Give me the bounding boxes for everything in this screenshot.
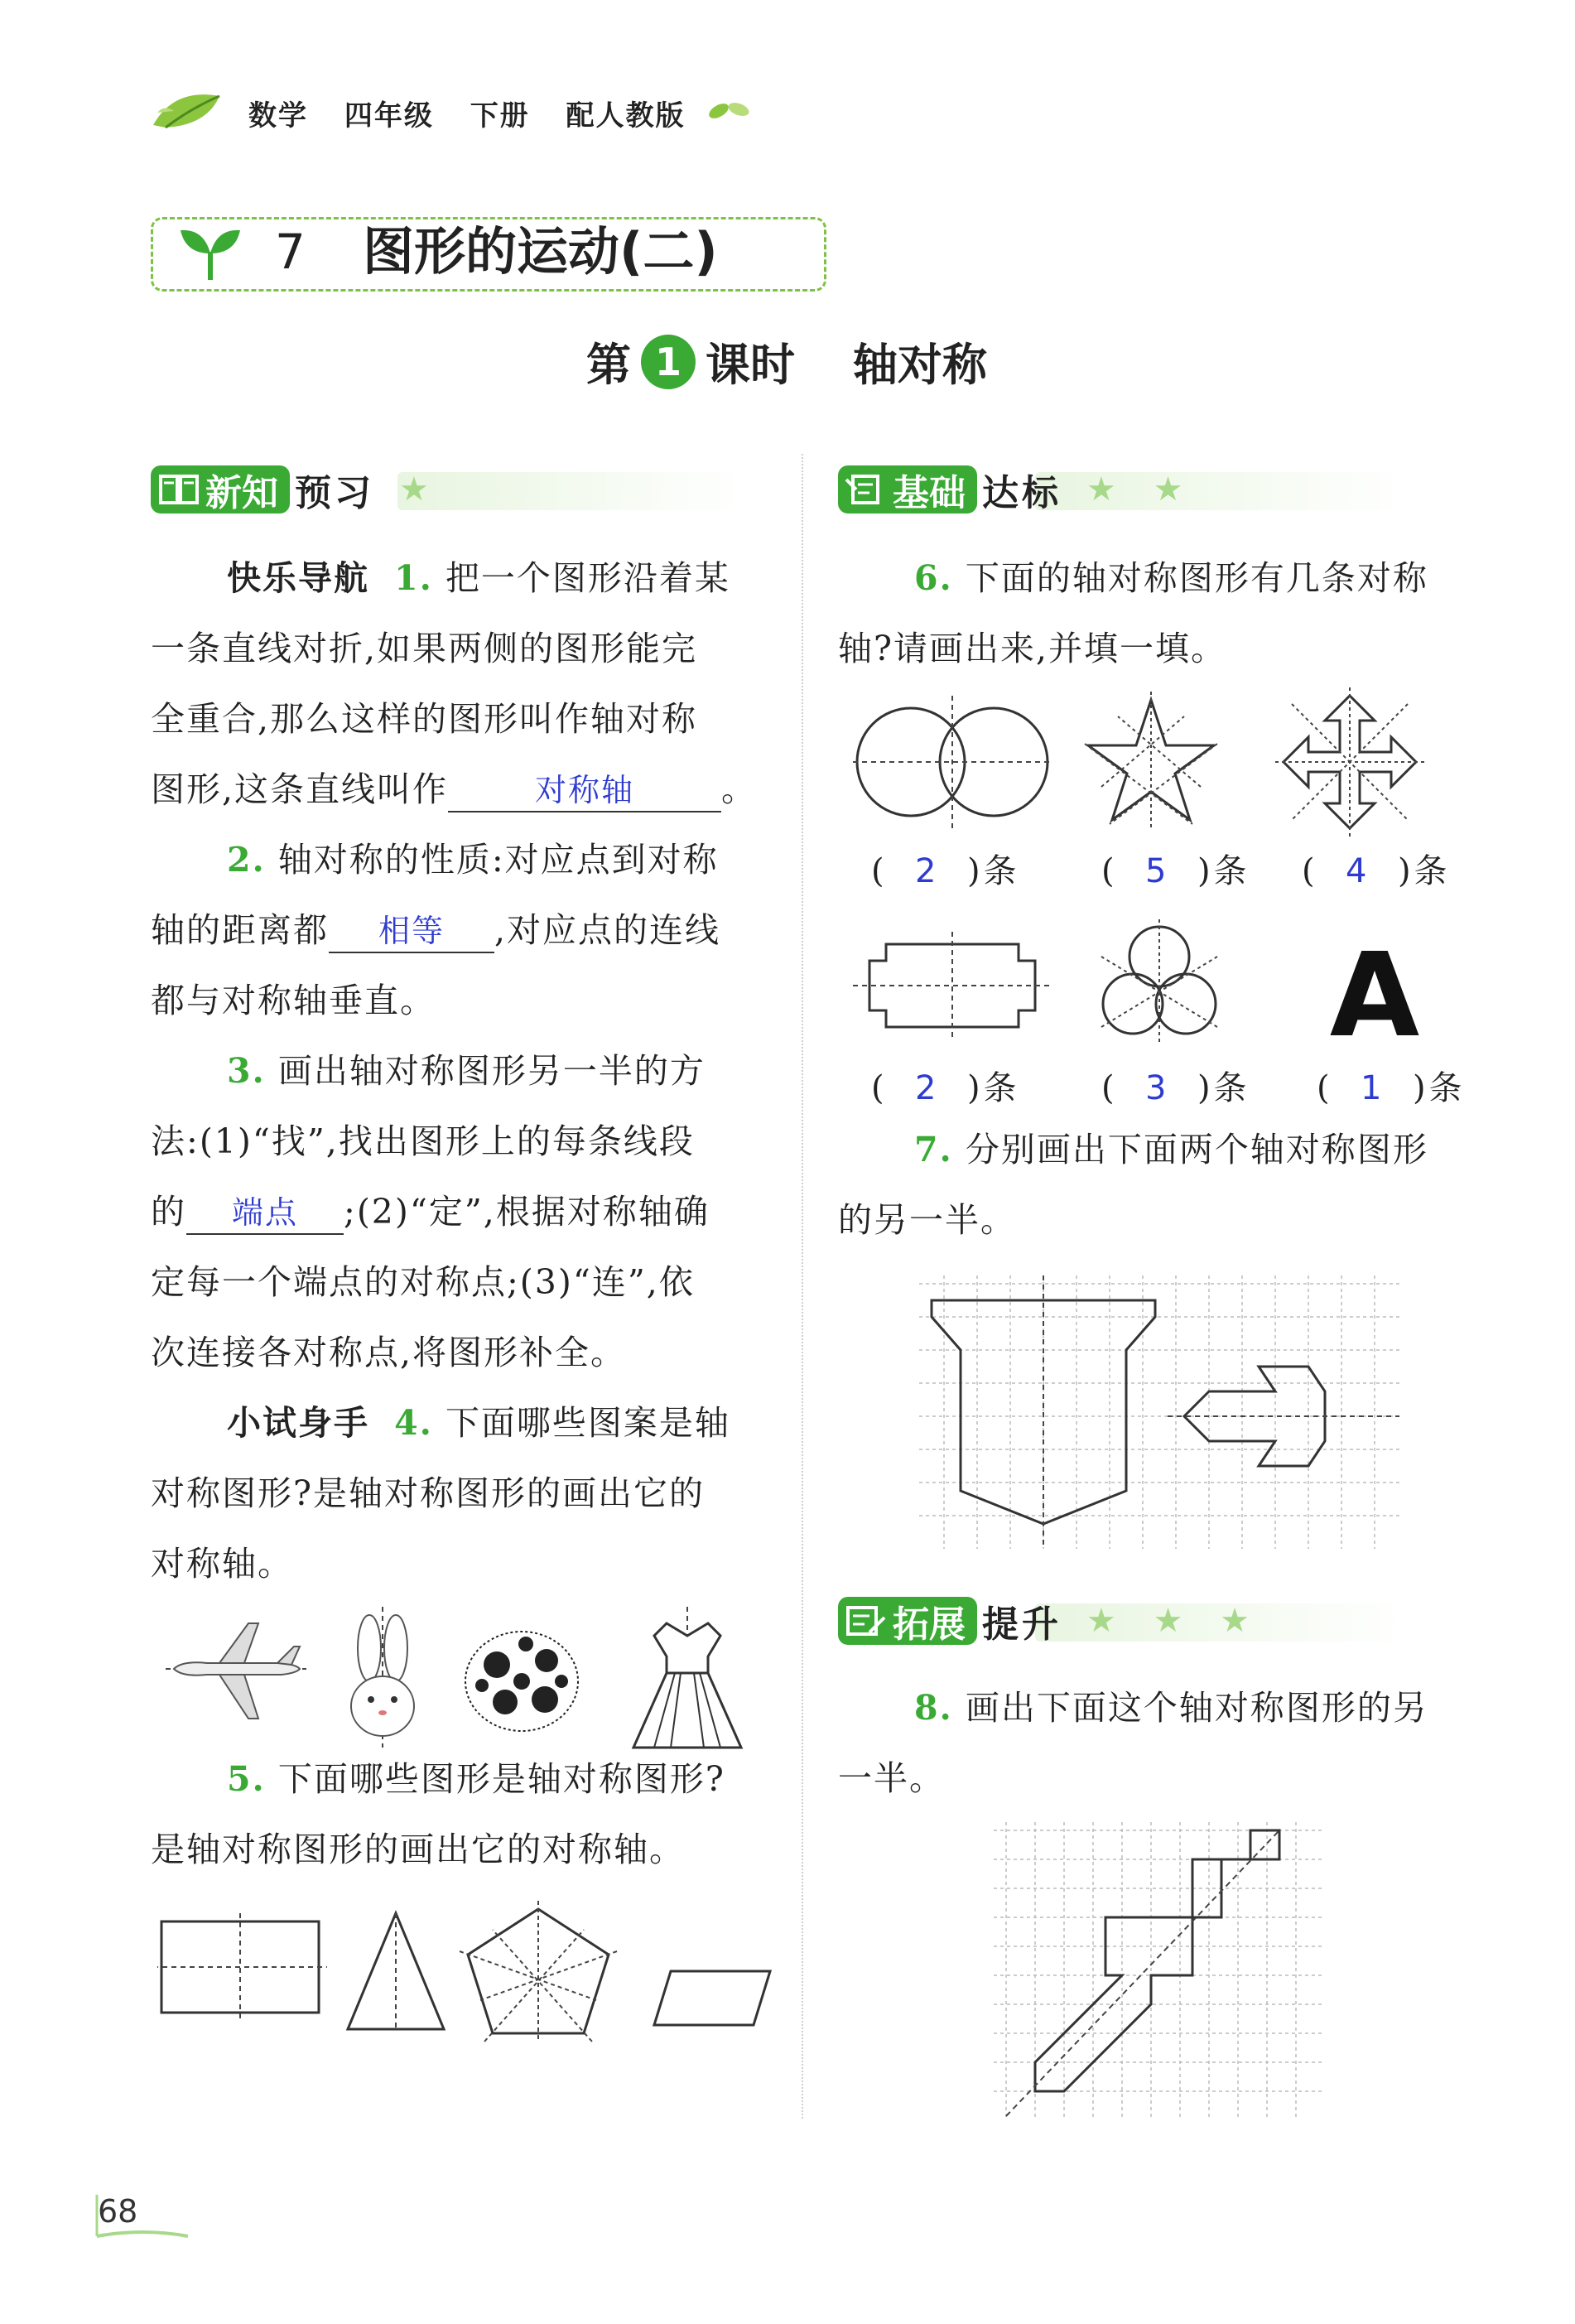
q6-answer-value[interactable]: 2 <box>915 1069 940 1107</box>
section-extend-tag: 拓展 <box>893 1603 966 1646</box>
list-pen-icon <box>845 1603 888 1639</box>
q2-answer-blank[interactable]: 相等 <box>329 910 494 953</box>
q5-block <box>151 1744 780 1885</box>
header-edition: 配人教版 <box>566 99 686 133</box>
column-divider <box>802 454 803 2119</box>
star-figure[interactable] <box>1085 692 1217 828</box>
rectangle-shape[interactable] <box>157 1913 327 2021</box>
q5-line2: 是轴对称图形的画出它的对称轴。 <box>151 1830 685 1869</box>
q7-number: 7. <box>914 1130 953 1169</box>
q1-answer-blank[interactable]: 对称轴 <box>448 769 721 812</box>
q6-answer-3: ( 4 )条 <box>1302 852 1451 890</box>
q7-line1: 分别画出下面两个轴对称图形 <box>965 1130 1428 1169</box>
q8-number: 8. <box>914 1688 953 1728</box>
pattern-picture[interactable] <box>465 1632 578 1731</box>
q2-line3: 都与对称轴垂直。 <box>151 981 436 1020</box>
lesson-prefix: 第 <box>586 339 631 391</box>
lesson-suffix: 课时 <box>706 339 795 391</box>
section-basic-stars: ★ ★ <box>1086 470 1197 509</box>
parallelogram-shape[interactable] <box>654 1971 770 2025</box>
section-basic-heading <box>838 464 1196 515</box>
staircase-shape[interactable] <box>1006 1830 1279 2116</box>
q1-line4: 图形,这条直线叫作 <box>151 769 449 809</box>
section-basic-rest: 达标 <box>982 472 1062 514</box>
q6-answer-value[interactable]: 2 <box>915 852 940 890</box>
section-preview-rest: 预习 <box>295 472 374 514</box>
q5-number: 5. <box>227 1759 266 1799</box>
two-circles-figure[interactable] <box>853 696 1052 832</box>
small-leaves-icon <box>706 96 752 124</box>
section-preview-stars: ★ <box>399 470 442 509</box>
q2-line2a: 轴的距离都 <box>151 910 329 950</box>
q2-number: 2. <box>227 840 266 880</box>
q2-line1: 轴对称的性质:对应点到对称 <box>277 840 719 880</box>
q3-line3a: 的 <box>151 1192 186 1232</box>
q7-block <box>838 1115 1484 1256</box>
q4-line3: 对称轴。 <box>151 1544 293 1584</box>
q6-answer-value[interactable]: 5 <box>1145 852 1170 890</box>
four-arrows-figure[interactable] <box>1275 687 1424 837</box>
cross-rectangle-figure[interactable] <box>853 932 1052 1039</box>
header-bar <box>248 93 686 133</box>
q4-pictures <box>157 1607 770 1756</box>
pencil-note-icon <box>845 471 888 508</box>
section-preview-heading <box>151 464 442 515</box>
q5-shapes <box>157 1897 778 2046</box>
nav-block <box>151 543 780 1599</box>
q1-end: 。 <box>721 769 758 809</box>
q8-line2: 一半。 <box>838 1758 945 1798</box>
q1-line2: 一条直线对折,如果两侧的图形能完 <box>151 629 698 668</box>
q7-grid <box>919 1275 1399 1549</box>
q6-answer-6: ( 1 )条 <box>1317 1069 1466 1107</box>
lesson-title <box>586 330 987 393</box>
q6-line1: 下面的轴对称图形有几条对称 <box>965 558 1428 598</box>
letter-a-figure[interactable]: A <box>1329 928 1420 1060</box>
q6-figures-row1 <box>853 687 1482 837</box>
dress-picture[interactable] <box>633 1607 741 1752</box>
q3-line5: 次连接各对称点,将图形补全。 <box>151 1333 627 1372</box>
page-number: 68 <box>98 2193 138 2230</box>
q4-number: 4. <box>394 1403 433 1443</box>
three-circles-figure[interactable] <box>1101 919 1217 1044</box>
pentagon-shape[interactable] <box>460 1901 617 2042</box>
q6-answer-5: ( 3 )条 <box>1101 1069 1250 1107</box>
q3-line4: 定每一个端点的对称点;(3)“连”,依 <box>151 1262 695 1302</box>
q6-figures-row2 <box>853 919 1482 1060</box>
q6-line2: 轴?请画出来,并填一填。 <box>838 629 1227 668</box>
q8-block <box>838 1673 1484 1814</box>
lesson-topic: 轴对称 <box>853 339 987 391</box>
q6-answer-value[interactable]: 4 <box>1346 852 1370 890</box>
q6-block <box>838 543 1484 684</box>
q7-line2: 的另一半。 <box>838 1200 1016 1240</box>
airplane-picture[interactable] <box>166 1623 306 1719</box>
q6-answer-1: ( 2 )条 <box>871 852 1020 890</box>
section-band <box>397 472 745 510</box>
section-extend-stars: ★ ★ ★ <box>1086 1602 1264 1640</box>
q6-answer-4: ( 2 )条 <box>871 1069 1020 1107</box>
cup-shape[interactable] <box>932 1275 1155 1549</box>
chapter-number: 7 <box>275 224 306 280</box>
q2-line2b: ,对应点的连线 <box>494 910 721 950</box>
section-extend-heading <box>838 1595 1263 1647</box>
q6-answer-2: ( 5 )条 <box>1101 852 1250 890</box>
header-term: 下册 <box>470 99 530 133</box>
q5-line1: 下面哪些图形是轴对称图形? <box>277 1759 725 1799</box>
leaf-logo-icon <box>149 80 232 137</box>
q1-line3: 全重合,那么这样的图形叫作轴对称 <box>151 699 698 739</box>
q3-answer-blank[interactable]: 端点 <box>186 1192 344 1235</box>
book-icon <box>157 471 200 508</box>
section-extend-rest: 提升 <box>982 1603 1062 1646</box>
triangle-shape[interactable] <box>348 1913 444 2029</box>
q6-answer-value[interactable]: 1 <box>1361 1069 1385 1107</box>
q4-line2: 对称图形?是轴对称图形的画出它的 <box>151 1473 705 1513</box>
nav-lead: 快乐导航 <box>227 558 369 598</box>
q6-answer-value[interactable]: 3 <box>1145 1069 1170 1107</box>
q1-line1: 把一个图形沿着某 <box>445 558 730 598</box>
lesson-number: 1 <box>641 335 696 389</box>
q8-grid <box>994 1822 1325 2120</box>
q6-number: 6. <box>914 558 953 598</box>
rabbit-picture[interactable] <box>351 1607 414 1748</box>
q3-number: 3. <box>227 1051 266 1091</box>
q4-line1: 下面哪些图案是轴 <box>445 1403 730 1443</box>
header-grade: 四年级 <box>344 99 434 133</box>
q3-line3b: ;(2)“定”,根据对称轴确 <box>344 1192 710 1232</box>
q3-line1: 画出轴对称图形另一半的方 <box>277 1051 706 1091</box>
q1-number: 1. <box>394 558 433 598</box>
chapter-title: 图形的运动(二) <box>363 221 718 282</box>
sprout-icon <box>177 224 243 282</box>
q3-line2: 法:(1)“找”,找出图形上的每条线段 <box>151 1121 695 1161</box>
section-basic-tag: 基础 <box>893 472 966 514</box>
q8-line1: 画出下面这个轴对称图形的另 <box>965 1688 1428 1728</box>
try-lead: 小试身手 <box>227 1403 369 1443</box>
section-preview-tag: 新知 <box>205 472 278 514</box>
header-subject: 数学 <box>248 99 308 133</box>
